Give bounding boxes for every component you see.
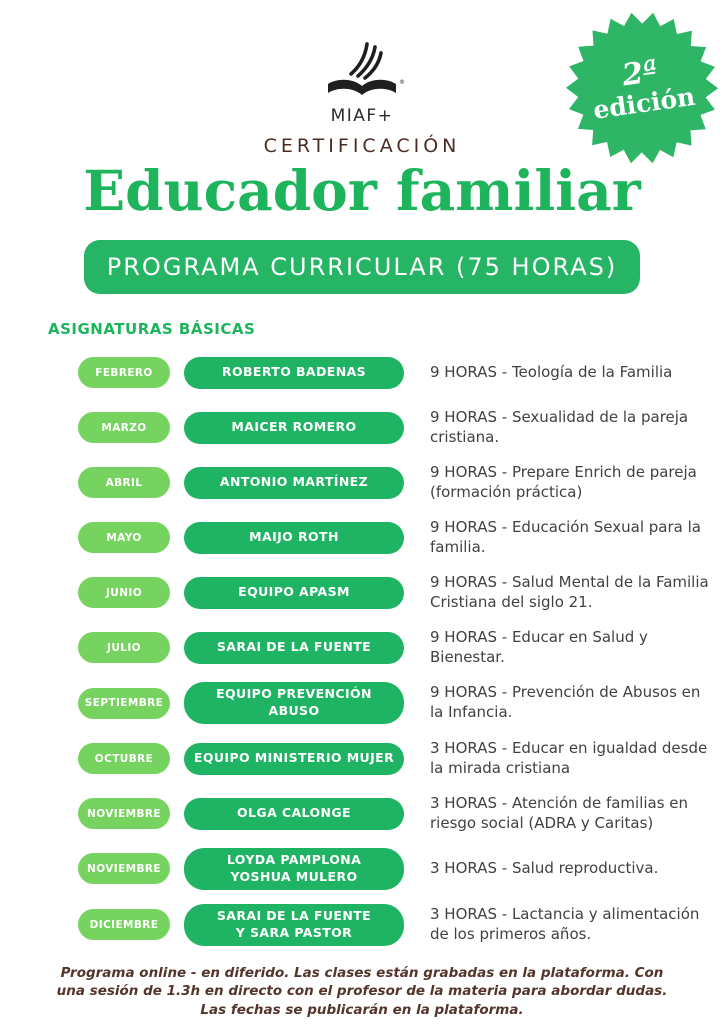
teacher-name-line: ROBERTO BADENAS (221, 364, 367, 380)
teacher-name-line: LOYDA PAMPLONA (226, 852, 362, 867)
adventist-logo-icon (319, 34, 405, 104)
teacher-pill (184, 467, 404, 499)
schedule-row (0, 572, 724, 613)
teacher-pill (184, 904, 404, 946)
teacher-name-line: MAICER ROMERO (231, 419, 357, 435)
badge-text (556, 2, 724, 174)
schedule-row (0, 738, 724, 779)
teacher-pill (184, 632, 404, 664)
course-description: 9 HORAS - Teología de la Familia (430, 362, 673, 381)
schedule-row (0, 904, 724, 946)
teacher-pill (184, 412, 404, 444)
schedule-row (0, 352, 724, 393)
teacher-pill (184, 682, 404, 724)
section-heading: ASIGNATURAS BÁSICAS (48, 320, 256, 339)
page-title: Educador familiar (83, 158, 641, 223)
schedule-row (0, 407, 724, 448)
teacher-name-line: SARAI DE LA FUENTE (216, 907, 372, 923)
certification-kicker: CERTIFICACIÓN (263, 135, 461, 157)
footer-line: una sesión de 1.3h en directo con el profesor de la materia para abordar dudas. (56, 983, 668, 1000)
teacher-name-line: ANTONIO MARTÍNEZ (219, 474, 369, 490)
teacher-name-line: EQUIPO APASM (238, 584, 350, 600)
course-description: 3 HORAS - Atención de familias en riesgo social (ADRA y Caritas) (430, 793, 689, 832)
teacher-name-line: Y SARA PASTOR (235, 924, 353, 940)
badge-edition-word: edición (591, 81, 697, 125)
schedule-row (0, 793, 724, 834)
teacher-pill (184, 522, 404, 554)
course-description: 9 HORAS - Prepare Enrich de pareja (formación práctica) (430, 462, 697, 501)
teacher-pill (184, 357, 404, 389)
teacher-name-line: OLGA CALONGE (237, 805, 351, 821)
course-description: 3 HORAS - Lactancia y alimentación de los primeros años. (430, 904, 700, 943)
month-pill: JULIO (78, 632, 170, 663)
month-pill: MAYO (78, 522, 170, 553)
month-pill: NOVIEMBRE (78, 853, 170, 884)
schedule-row (0, 682, 724, 724)
program-banner: PROGRAMA CURRICULAR (75 HORAS) (84, 240, 640, 294)
teacher-name-line: YOSHUA MULERO (230, 868, 358, 884)
course-description: 9 HORAS - Educación Sexual para la familia. (430, 517, 701, 556)
logo-wordmark: MIAF+ (330, 106, 394, 126)
teacher-name-line: EQUIPO MINISTERIO MUJER (193, 750, 395, 766)
schedule-row (0, 848, 724, 890)
footer-note (27, 964, 697, 1021)
schedule-list (0, 352, 724, 945)
month-pill: FEBRERO (78, 357, 170, 388)
month-pill: JUNIO (78, 577, 170, 608)
footer-line: Las fechas se publicarán en la plataforma. (200, 1002, 524, 1019)
month-pill: MARZO (78, 412, 170, 443)
badge-edition-number: 2ª (619, 53, 660, 94)
teacher-name-line: EQUIPO PREVENCIÓN ABUSO (216, 686, 372, 719)
month-pill: DICIEMBRE (78, 909, 170, 940)
month-pill: SEPTIEMBRE (78, 688, 170, 719)
schedule-row (0, 462, 724, 503)
teacher-pill (184, 798, 404, 830)
month-pill: NOVIEMBRE (78, 798, 170, 829)
month-pill: ABRIL (78, 467, 170, 498)
course-description: 9 HORAS - Prevención de Abusos en la Infancia. (430, 683, 701, 722)
course-description: 3 HORAS - Salud reproductiva. (430, 858, 659, 877)
schedule-row (0, 517, 724, 558)
course-description: 9 HORAS - Sexualidad de la pareja cristiana. (430, 407, 689, 446)
teacher-name-line: MAIJO ROTH (249, 529, 339, 545)
course-description: 9 HORAS - Salud Mental de la Familia Cristiana del siglo 21. (430, 572, 709, 611)
edition-badge (556, 2, 724, 174)
teacher-pill (184, 577, 404, 609)
teacher-pill (184, 743, 404, 775)
course-description: 9 HORAS - Educar en Salud y Bienestar. (430, 627, 648, 666)
schedule-row (0, 627, 724, 668)
teacher-pill (184, 848, 404, 890)
registered-mark: ® (399, 79, 405, 86)
teacher-name-line: SARAI DE LA FUENTE (216, 639, 372, 655)
footer-line: Programa online - en diferido. Las clases están grabadas en la plataforma. Con (60, 964, 664, 981)
month-pill: OCTUBRE (78, 743, 170, 774)
course-description: 3 HORAS - Educar en igualdad desde la mirada cristiana (430, 738, 708, 777)
